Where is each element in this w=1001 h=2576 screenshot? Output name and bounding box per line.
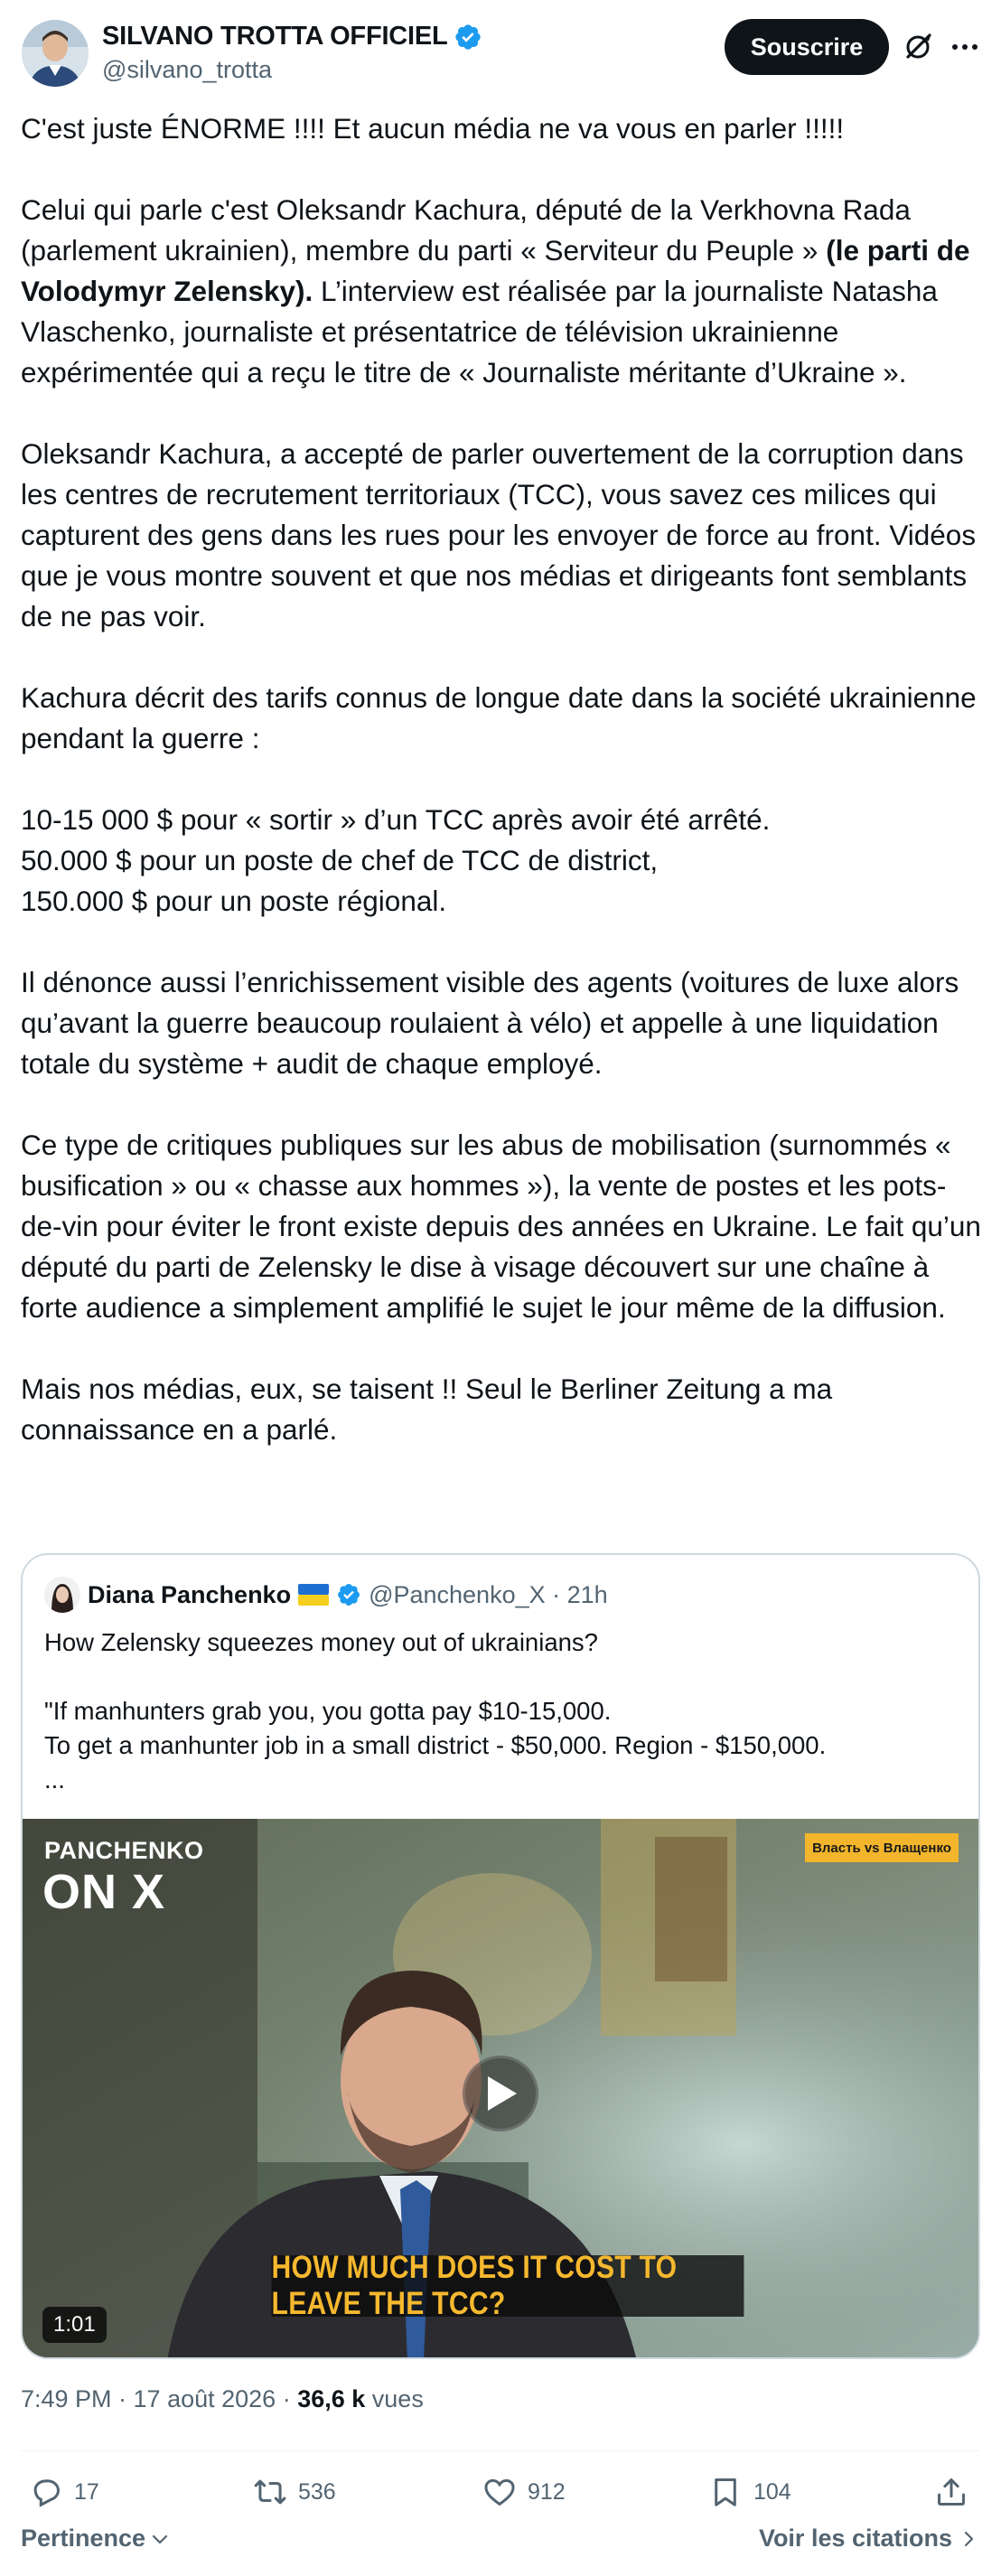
price-line: 150.000 $ pour un poste régional.: [21, 885, 447, 917]
bookmark-button[interactable]: [708, 2465, 791, 2519]
quoted-line: How Zelensky squeezes money out of ukrainians?: [44, 1628, 598, 1656]
show-badge: Власть vs Влащенко: [805, 1833, 959, 1862]
channel-watermark-bottom: ON X: [42, 1865, 166, 1919]
price-line: 10-15 000 $ pour « sortir » d’un TCC après avoir été arrêté.: [21, 803, 771, 836]
share-icon: [934, 2475, 968, 2509]
verified-badge-icon: [454, 23, 482, 52]
video-player[interactable]: [23, 1819, 980, 2359]
action-bar: [0, 2465, 1001, 2519]
play-button[interactable]: [463, 2056, 538, 2131]
repost-icon: [253, 2475, 287, 2509]
quoted-post-header: [44, 1577, 608, 1613]
reply-button[interactable]: [29, 2465, 99, 2519]
see-quotes-label: Voir les citations: [758, 2524, 952, 2552]
more-options-icon[interactable]: [949, 31, 981, 63]
share-button[interactable]: [934, 2465, 968, 2519]
ukraine-flag-icon: [298, 1584, 329, 1606]
sort-dropdown[interactable]: [21, 2524, 171, 2553]
sort-label: Pertinence: [21, 2524, 146, 2552]
post-text: Celui qui parle c'est Oleksandr Kachura, député de la Verkhovna Rada (parlement ukrainien), membre du parti « Serviteur du Peuple »: [21, 193, 911, 267]
post-text: L’interview est réalisée par la journaliste Natasha Vlaschenko, journaliste et présentatrice de télévision ukrainienne expérimentée qui a reçu le titre de « Journaliste méritante d’Ukraine ».: [21, 275, 938, 389]
quoted-handle-time: @Panchenko_X · 21h: [369, 1580, 608, 1608]
post-paragraph: Oleksandr Kachura, a accepté de parler ouvertement de la corruption dans les centres de recrutement territoriaux (TCC), vous savez ces milices qui capturent des gens dans les rues pour les envoyer de force au front. Vidéos que je vous montre souvent et que nos médias et dirigeants font semblants de ne pas voir.: [21, 437, 977, 632]
post-meta: [21, 2385, 424, 2413]
repost-count: 536: [298, 2478, 336, 2505]
post-body: [21, 108, 984, 1450]
author-name[interactable]: [102, 22, 482, 52]
views-label: vues: [365, 2385, 424, 2412]
post-paragraph: Il dénonce aussi l’enrichissement visible des agents (voitures de luxe alors qu’avant la guerre beaucoup roulaient à vélo) et appelle à une liquidation totale du système + audit de chaque employé.: [21, 966, 959, 1080]
like-count: 912: [528, 2478, 566, 2505]
post-paragraph: [21, 190, 984, 393]
post-header: [0, 0, 1001, 99]
channel-watermark-top: PANCHENKO: [44, 1837, 204, 1864]
author-avatar[interactable]: [22, 20, 89, 87]
post-paragraph: C'est juste ÉNORME !!!! Et aucun média ne va vous en parler !!!!!: [21, 112, 845, 145]
post-paragraph: Ce type de critiques publiques sur les abus de mobilisation (surnommés « busification » ou « chasse aux hommes »), la vente de postes et les pots-de-vin pour éviter le front existe depuis des années en Ukraine. Le fait qu’un député du parti de Zelensky le dise à visage découvert sur une chaîne à forte audience a simplement amplifié le sujet le jour même de la diffusion.: [21, 1129, 981, 1324]
quoted-line: ...: [44, 1766, 65, 1794]
author-handle[interactable]: @silvano_trotta: [102, 56, 272, 83]
quoted-line: To get a manhunter job in a small district - $50,000. Region - $150,000.: [44, 1731, 827, 1759]
post-paragraph: Mais nos médias, eux, se taisent !! Seul le Berliner Zeitung a ma connaissance en a parlé.: [21, 1372, 833, 1446]
quoted-author-name: Diana Panchenko: [88, 1580, 292, 1608]
video-duration: 1:01: [42, 2307, 107, 2343]
see-quotes-link[interactable]: [759, 2524, 979, 2553]
quoted-post[interactable]: [21, 1553, 980, 2359]
quoted-post-text: [44, 1625, 957, 1797]
bookmark-count: 104: [753, 2478, 791, 2505]
video-caption: HOW MUCH DOES IT COST TO LEAVE THE TCC?: [272, 2255, 744, 2317]
quoted-line: "If manhunters grab you, you gotta pay $10-15,000.: [44, 1697, 612, 1725]
reply-icon: [29, 2475, 63, 2509]
chevron-right-icon: [958, 2528, 979, 2550]
author-name-text: SILVANO TROTTA OFFICIEL: [102, 22, 448, 51]
heart-icon: [482, 2475, 517, 2509]
price-line: 50.000 $ pour un poste de chef de TCC de district,: [21, 844, 659, 876]
reply-count: 17: [74, 2478, 99, 2505]
replies-footer: [0, 2519, 1001, 2573]
post-bold-text: (le parti de Volodymyr Zelensky).: [21, 234, 970, 307]
bookmark-icon: [708, 2475, 743, 2509]
play-icon: [482, 2074, 519, 2113]
like-button[interactable]: [482, 2465, 566, 2519]
repost-button[interactable]: [253, 2465, 336, 2519]
divider: [21, 2450, 980, 2451]
grok-icon[interactable]: [902, 31, 934, 63]
chevron-down-icon: [149, 2528, 171, 2550]
quoted-verified-badge-icon: [336, 1582, 361, 1607]
post-datetime[interactable]: 7:49 PM · 17 août 2026 ·: [21, 2385, 298, 2412]
quoted-author-avatar: [44, 1577, 80, 1613]
views-count: 36,6 k: [297, 2385, 366, 2412]
subscribe-button[interactable]: Souscrire: [725, 19, 889, 75]
post-paragraph: Kachura décrit des tarifs connus de longue date dans la société ukrainienne pendant la guerre :: [21, 681, 977, 754]
